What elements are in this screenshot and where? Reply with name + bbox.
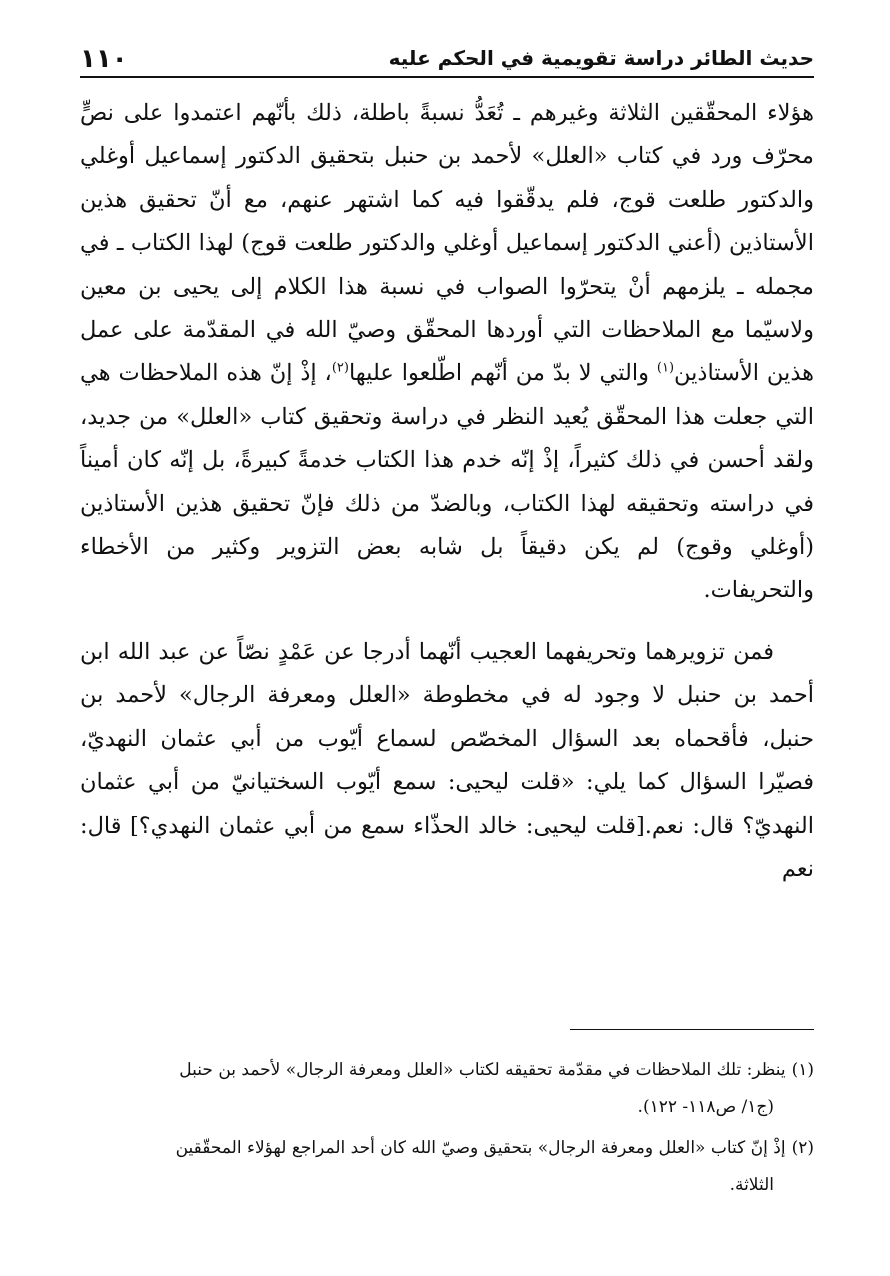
footnote-number: (٢)	[791, 1138, 814, 1158]
footnote-continuation: (ج١/ ص١١٨- ١٢٢).	[637, 1097, 774, 1117]
footnote-text: إذْ إنّ كتاب «العلل ومعرفة الرجال» بتحقيق وصيّ الله كان أحد المراجع لهؤلاء المحقّقين	[175, 1138, 786, 1158]
paragraph-text: ، إذْ إنّ هذه الملاحظات هي التي جعلت هذا المحقّق يُعيد النظر في دراسة وتحقيق كتاب «العلل» من جديد، ولقد أحسن في ذلك كثيراً، إذْ إنّه خدم هذا الكتاب خدمةً كبيرةً، بل إنّه كان أميناً في دراسته وتحقيقه لهذا الكتاب، وبالضدّ من ذلك فإنّ تحقيق هذين الأستاذين (أوغلي وقوج) لم يكن دقيقاً بل شابه بعض التزوير وكثير من الأخطاء والتحريفات.	[80, 360, 814, 604]
page-header	[80, 30, 814, 78]
footnote-continuation: الثلاثة.	[729, 1175, 774, 1195]
footnote-ref: (١)	[656, 360, 675, 376]
footnote-number: (١)	[791, 1060, 814, 1080]
paragraph-text: والتي لا بدّ من أنّهم اطّلعوا عليها	[348, 360, 657, 387]
paragraph	[80, 92, 814, 613]
body-text	[80, 92, 814, 891]
page-number: ١١٠	[80, 44, 128, 74]
footnote-separator	[570, 1029, 814, 1030]
paragraph: فمن تزويرهما وتحريفهما العجيب أنّهما أدرجا عن عَمْدٍ نصّاً عن عبد الله ابن أحمد بن حنبل لا وجود له في مخطوطة «العلل ومعرفة الرجال» لأحمد بن حنبل، فأقحماه بعد السؤال المخصّص لسماع أيّوب من أبي عثمان النهديّ، فصيّرا السؤال كما يلي: «قلت ليحيى: سمع أيّوب السختيانيّ من أبي عثمان النهديّ؟ قال: نعم.[قلت ليحيى: خالد الحذّاء سمع من أبي عثمان النهدي؟] قال: نعم	[80, 638, 814, 882]
footnotes	[80, 1052, 814, 1208]
footnote	[80, 1052, 814, 1126]
paragraph-text: هؤلاء المحقّقين الثلاثة وغيرهم ـ تُعَدُّ نسبةً باطلة، ذلك بأنّهم اعتمدوا على نصٍّ محرّف ورد في كتاب «العلل» لأحمد بن حنبل بتحقيق الدكتور إسماعيل أوغلي والدكتور طلعت قوج، فلم يدقّقوا فيه كما اشتهر عنهم، مع أنّ تحقيق هذين الأستاذين (أعني الدكتور إسماعيل أوغلي والدكتور طلعت قوج) لهذا الكتاب ـ في مجمله ـ يلزمهم أنْ يتحرّوا الصواب في نسبة هذا الكلام إلى يحيى بن معين ولاسيّما مع الملاحظات التي أوردها المحقّق وصيّ الله في المقدّمة على عمل هذين الأستاذين	[80, 100, 814, 387]
footnote-text: ينظر: تلك الملاحظات في مقدّمة تحقيقه لكتاب «العلل ومعرفة الرجال» لأحمد بن حنبل	[179, 1060, 786, 1080]
running-title: حديث الطائر دراسة تقويمية في الحكم عليه	[388, 46, 814, 70]
footnote-ref: (٢)	[331, 360, 349, 376]
footnote	[80, 1130, 814, 1204]
